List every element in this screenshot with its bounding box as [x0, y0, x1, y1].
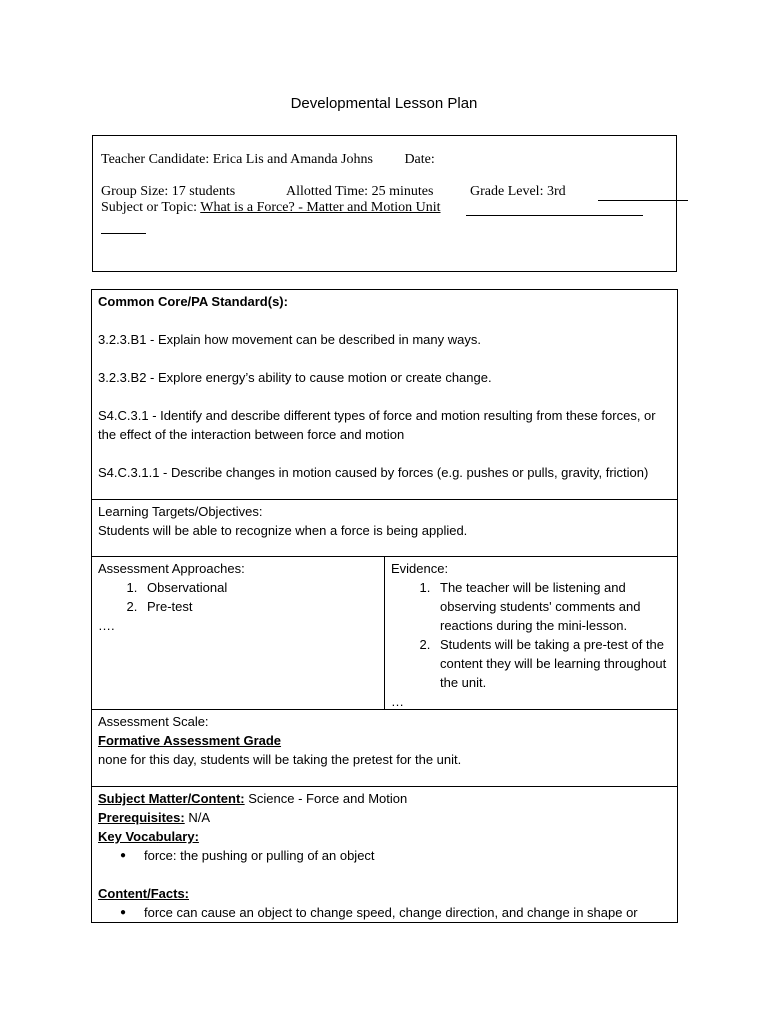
prerequisites-label: Prerequisites:	[98, 810, 185, 825]
subject-matter-label: Subject Matter/Content:	[98, 791, 245, 806]
objectives-text: Students will be able to recognize when a force is being applied.	[98, 523, 468, 538]
assessment-more: ….	[98, 618, 115, 633]
list-item: 2. Students will be taking a pre-test of the content they will be learning throughout the unit.	[434, 635, 671, 692]
prerequisites-value: N/A	[188, 810, 210, 825]
grade-underline	[598, 200, 688, 201]
vocabulary-heading: Key Vocabulary:	[98, 829, 199, 844]
assessment-list	[98, 578, 378, 616]
standard-item: S4.C.3.1 - Identify and describe different types of force and motion resulting from these forces, or the effect of the interaction between force and motion	[98, 408, 656, 442]
scale-subheading: Formative Assessment Grade	[98, 733, 282, 748]
standard-item: 3.2.3.B2 - Explore energy’s ability to cause motion or create change.	[98, 370, 492, 385]
list-item: 1. The teacher will be listening and observing students' comments and reactions during the mini-lesson.	[434, 578, 671, 635]
objectives-heading: Learning Targets/Objectives:	[98, 504, 263, 519]
content-facts-list	[98, 903, 671, 922]
lesson-plan-table	[91, 289, 678, 923]
assessment-evidence	[385, 557, 677, 709]
scale-heading: Assessment Scale:	[98, 714, 209, 729]
standard-item: S4.C.3.1.1 - Describe changes in motion caused by forces (e.g. pushes or pulls, gravity, friction)	[98, 465, 649, 480]
standards-section	[92, 290, 677, 500]
teacher-row	[101, 152, 435, 168]
list-item: 2. Pre-test	[141, 597, 378, 616]
evidence-more: …	[391, 694, 404, 709]
list-item: ● force can cause an object to change speed, change direction, and change in shape or	[142, 903, 671, 922]
allotted-time-field: Allotted Time: 25 minutes	[286, 184, 434, 199]
standards-heading: Common Core/PA Standard(s):	[98, 294, 288, 309]
continuation-underline	[101, 233, 146, 234]
subject-matter-row	[98, 789, 671, 808]
assessment-section	[92, 557, 677, 710]
lesson-header-box	[92, 135, 677, 272]
page-title: Developmental Lesson Plan	[290, 95, 478, 112]
subject-topic-value: What is a Force? - Matter and Motion Unit	[200, 200, 441, 215]
teacher-label: Teacher Candidate:	[101, 152, 210, 167]
list-item: ● force: the pushing or pulling of an object	[142, 846, 671, 865]
group-size-field: Group Size: 17 students	[101, 184, 236, 199]
standard-item: 3.2.3.B1 - Explain how movement can be described in many ways.	[98, 332, 481, 347]
scale-text: none for this day, students will be taking the pretest for the unit.	[98, 752, 462, 767]
subject-underline	[466, 215, 643, 216]
vocabulary-list	[98, 846, 671, 865]
prerequisites-row	[98, 808, 671, 827]
teacher-value: Erica Lis and Amanda Johns	[212, 152, 373, 167]
evidence-heading: Evidence:	[391, 561, 449, 576]
subject-matter-value: Science - Force and Motion	[248, 791, 408, 806]
date-label: Date:	[404, 152, 435, 167]
list-item: 1. Observational	[141, 578, 378, 597]
assessment-approaches	[92, 557, 385, 709]
objectives-section	[92, 500, 677, 557]
evidence-list	[391, 578, 671, 692]
content-facts-heading: Content/Facts:	[98, 886, 189, 901]
assessment-scale-section	[92, 710, 677, 787]
subject-matter-section	[92, 787, 677, 922]
subject-topic-field: Subject or Topic: What is a Force? - Matter and Motion Unit	[101, 200, 441, 215]
assessment-heading: Assessment Approaches:	[98, 561, 245, 576]
grade-level-field: Grade Level: 3rd	[470, 184, 566, 199]
